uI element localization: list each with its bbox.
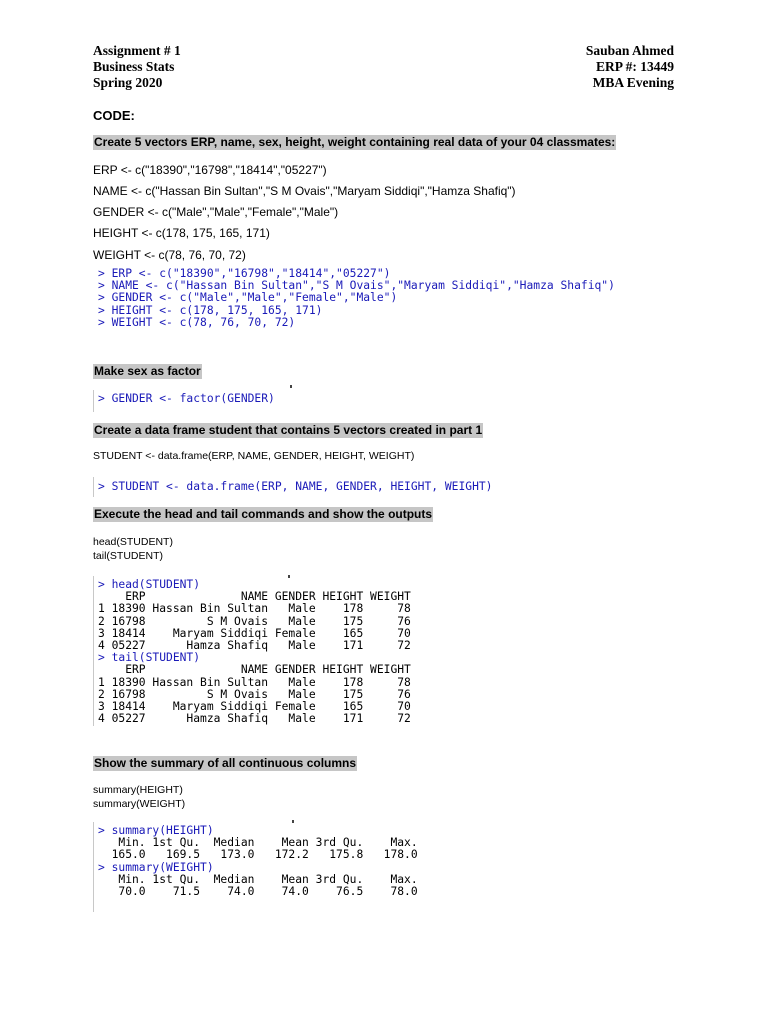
- course-name: Business Stats: [93, 59, 175, 74]
- code-line-weight: WEIGHT <- c(78, 76, 70, 72): [93, 248, 246, 262]
- cursor-mark: [288, 575, 290, 578]
- header-left: [93, 43, 181, 91]
- console-output-line: 2 16798 S M Ovais Male 175 76: [98, 614, 411, 628]
- console-output-line: ERP NAME GENDER HEIGHT WEIGHT: [98, 663, 411, 677]
- code-line-summary-weight: summary(WEIGHT): [93, 798, 186, 810]
- section1-heading: Create 5 vectors ERP, name, sex, height, weight containing real data of your 04 classmates:: [94, 135, 616, 149]
- section3-heading: Create a data frame student that contains 5 vectors created in part 1: [94, 423, 483, 437]
- code-line-head: head(STUDENT): [93, 536, 173, 548]
- student-erp: ERP #: 13449: [595, 59, 674, 74]
- console-input-line: > GENDER <- factor(GENDER): [98, 392, 275, 405]
- console-input-line: > head(STUDENT): [98, 578, 201, 591]
- section4-heading: Execute the head and tail commands and show the outputs: [94, 507, 433, 521]
- console-output-line: 165.0 169.5 173.0 172.2 175.8 178.0: [98, 848, 418, 862]
- code-label: CODE:: [93, 108, 135, 123]
- console-input-line: > tail(STUDENT): [98, 651, 201, 665]
- cursor-mark: [290, 385, 292, 388]
- console-output-line: 3 18414 Maryam Siddiqi Female 165 70: [98, 626, 411, 640]
- semester: Spring 2020: [93, 75, 163, 90]
- console-output-line: 4 05227 Hamza Shafiq Male 171 72: [98, 638, 411, 652]
- r-console-factor: [98, 393, 275, 405]
- code-line-summary-height: summary(HEIGHT): [93, 784, 183, 796]
- console-output-line: Min. 1st Qu. Median Mean 3rd Qu. Max.: [98, 872, 418, 886]
- program-name: MBA Evening: [592, 75, 674, 90]
- console-input-line: > WEIGHT <- c(78, 76, 70, 72): [98, 315, 296, 329]
- console-input-line: > GENDER <- c("Male","Male","Female","Male"): [98, 291, 398, 305]
- console-border: [93, 390, 94, 412]
- section5-heading: Show the summary of all continuous columns: [94, 756, 357, 770]
- code-line-erp: ERP <- c("18390","16798","18414","05227"): [93, 163, 327, 177]
- console-output-line: Min. 1st Qu. Median Mean 3rd Qu. Max.: [98, 836, 418, 850]
- r-console-vectors: [98, 268, 615, 329]
- console-output-line: 1 18390 Hassan Bin Sultan Male 178 78: [98, 602, 411, 616]
- console-input-line: > STUDENT <- data.frame(ERP, NAME, GENDER, HEIGHT, WEIGHT): [98, 480, 493, 493]
- console-border: [93, 576, 94, 726]
- console-input-line: > NAME <- c("Hassan Bin Sultan","S M Ovais","Maryam Siddiqi","Hamza Shafiq"): [98, 279, 615, 293]
- console-border: [93, 477, 94, 497]
- console-input-line: > summary(HEIGHT): [98, 824, 214, 837]
- console-border: [93, 822, 94, 912]
- console-input-line: > HEIGHT <- c(178, 175, 165, 171): [98, 303, 323, 317]
- cursor-mark: [292, 820, 294, 823]
- code-line-gender: GENDER <- c("Male","Male","Female","Male"): [93, 205, 339, 219]
- console-input-line: > ERP <- c("18390","16798","18414","05227"): [98, 267, 391, 280]
- code-line-name: NAME <- c("Hassan Bin Sultan","S M Ovais","Maryam Siddiqi","Hamza Shafiq"): [93, 184, 516, 198]
- console-output-line: 1 18390 Hassan Bin Sultan Male 178 78: [98, 675, 411, 689]
- student-name: Sauban Ahmed: [585, 43, 674, 58]
- console-output-line: 3 18414 Maryam Siddiqi Female 165 70: [98, 699, 411, 713]
- console-output-line: 70.0 71.5 74.0 74.0 76.5 78.0: [98, 884, 418, 898]
- code-line-height: HEIGHT <- c(178, 175, 165, 171): [93, 226, 270, 240]
- code-line-dataframe: STUDENT <- data.frame(ERP, NAME, GENDER, HEIGHT, WEIGHT): [93, 450, 415, 462]
- r-console-dataframe: [98, 481, 492, 493]
- console-output-line: 2 16798 S M Ovais Male 175 76: [98, 687, 411, 701]
- console-output-line: ERP NAME GENDER HEIGHT WEIGHT: [98, 590, 411, 604]
- r-console-head-tail: [98, 579, 411, 725]
- header-right: [586, 43, 674, 91]
- console-input-line: > summary(WEIGHT): [98, 860, 214, 874]
- code-line-tail: tail(STUDENT): [93, 550, 163, 562]
- r-console-summary: [98, 825, 418, 898]
- console-output-line: 4 05227 Hamza Shafiq Male 171 72: [98, 712, 411, 726]
- assignment-title: Assignment # 1: [93, 43, 181, 58]
- section2-heading: Make sex as factor: [94, 364, 201, 378]
